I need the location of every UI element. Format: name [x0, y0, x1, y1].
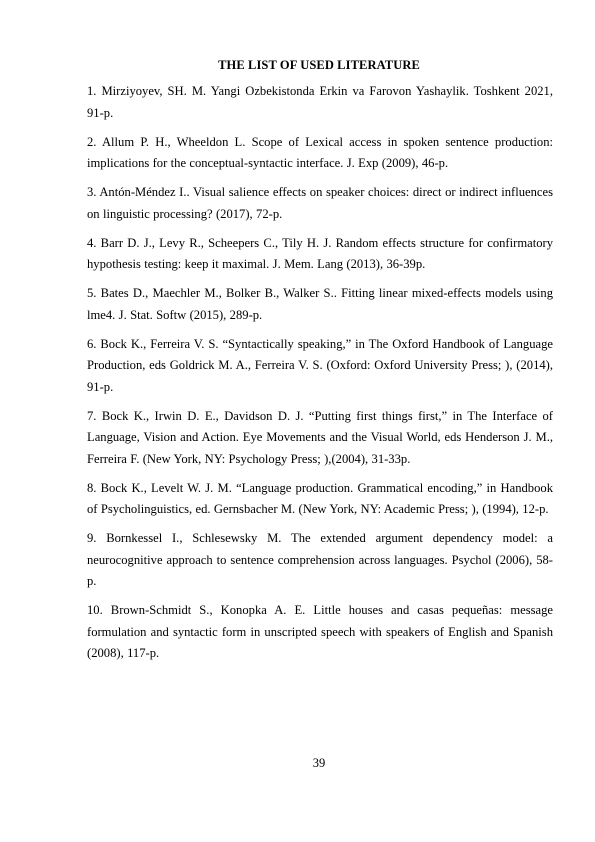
- reference-item-1: 1. Mirziyoyev, SH. M. Yangi Ozbekistonda Erkin va Farovon Yashaylik. Toshkent 2021, 91-p.: [87, 84, 553, 120]
- page-number: 39: [312, 756, 326, 770]
- reference-list: [87, 81, 553, 672]
- reference-item-2: 2. Allum P. H., Wheeldon L. Scope of Lexical access in spoken sentence production: implications for the conceptual-syntactic interface. J. Exp (2009), 46-p.: [87, 134, 553, 170]
- reference-item-4: 4. Barr D. J., Levy R., Scheepers C., Tily H. J. Random effects structure for confirmatory hypothesis testing: keep it maximal. J. Mem. Lang (2013), 36-39p.: [87, 235, 553, 271]
- reference-item-5: 5. Bates D., Maechler M., Bolker B., Walker S.. Fitting linear mixed-effects models using lme4. J. Stat. Softw (2015), 289-p.: [87, 286, 553, 322]
- reference-item-7: 7. Bock K., Irwin D. E., Davidson D. J. “Putting first things first,” in The Interface of Language, Vision and Action. Eye Movements and the Visual World, eds Henderson J. M., Ferreira F. (New York, NY: Psychology Press; ),(2004), 31-33p.: [87, 408, 553, 466]
- reference-item-6: 6. Bock K., Ferreira V. S. “Syntactically speaking,” in The Oxford Handbook of Language Production, eds Goldrick M. A., Ferreira V. S. (Oxford: Oxford University Press; ), (2014), 91-p.: [87, 336, 553, 394]
- reference-item-10: 10. Brown-Schmidt S., Konopka A. E. Little houses and casas pequeñas: message formulation and syntactic form in unscripted speech with speakers of English and Spanish (2008), 117-p.: [87, 603, 553, 660]
- reference-item-9: 9. Bornkessel I., Schlesewsky M. The extended argument dependency model: a neurocognitive approach to sentence comprehension across languages. Psychol (2006), 58-p.: [87, 531, 553, 588]
- reference-item-8: 8. Bock K., Levelt W. J. M. “Language production. Grammatical encoding,” in Handbook of Psycholinguistics, ed. Gernsbacher M. (New York, NY: Academic Press; ), (1994), 12-p.: [87, 480, 553, 516]
- reference-item-3: 3. Antón-Méndez I.. Visual salience effects on speaker choices: direct or indirect influences on linguistic processing? (2017), 72-p.: [87, 185, 553, 221]
- page-title: THE LIST OF USED LITERATURE: [218, 58, 420, 72]
